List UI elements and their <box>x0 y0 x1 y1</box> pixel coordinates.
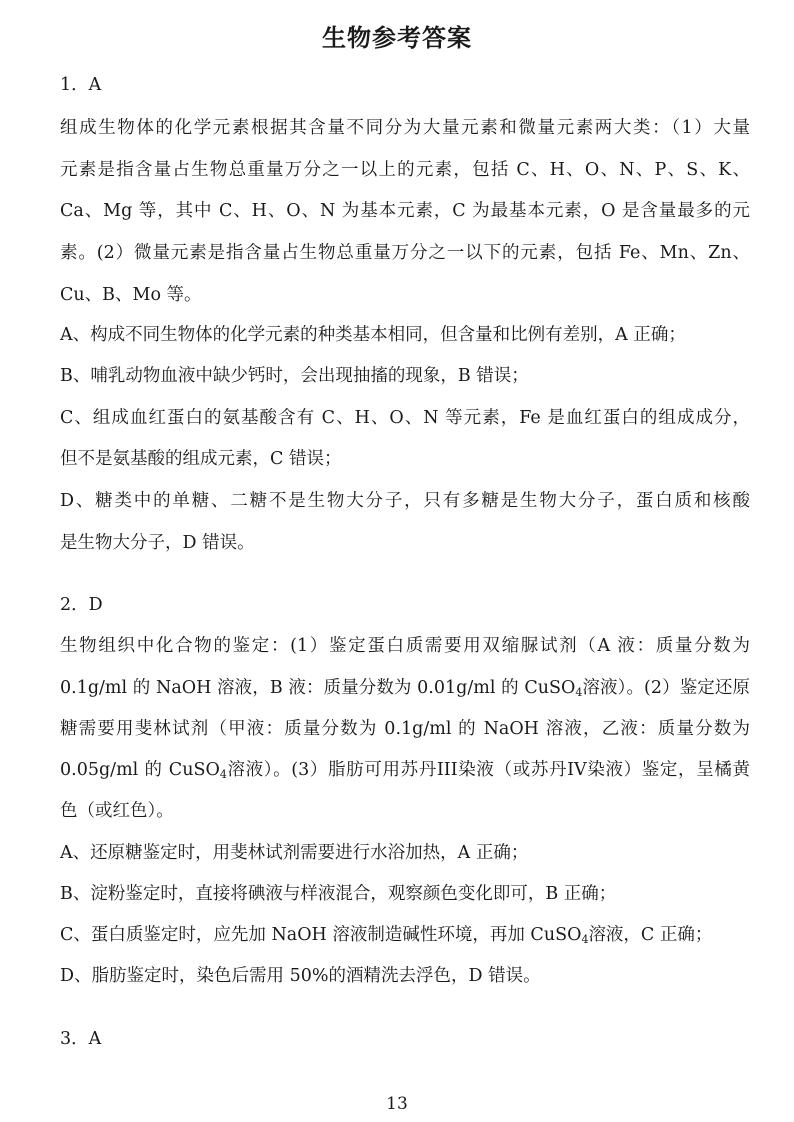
page-title: 生物参考答案 <box>322 24 472 52</box>
q2-option-d: D、脂肪鉴定时，染色后需用 50%的酒精洗去浮色，D 错误。 <box>60 966 541 986</box>
q2-explanation-line <box>60 675 750 706</box>
subscript: 4 <box>581 933 589 946</box>
q1-option-b: B、哺乳动物血液中缺少钙时，会出现抽搐的现象，B 错误； <box>60 366 529 386</box>
subscript: 4 <box>219 768 227 781</box>
q2-answer-head: 2．D <box>60 595 103 615</box>
q1-option-c: C、组成血红蛋白的氨基酸含有 C、H、O、N 等元素，Fe 是血红蛋白的组成成分， <box>60 408 750 428</box>
q1-explanation-line: 元素是指含量占生物总重量万分之一以上的元素，包括 C、H、O、N、P、S、K、 <box>60 160 750 180</box>
q1-option-c-cont: 但不是氨基酸的组成元素，C 错误； <box>60 449 342 469</box>
text-run: 0.1g/ml 的 NaOH 溶液，B 液：质量分数为 0.01g/ml 的 CuSO <box>60 678 576 698</box>
q2-explanation-line: 色（或红色）。 <box>60 801 174 821</box>
q1-explanation-line: 组成生物体的化学元素根据其含量不同分为大量元素和微量元素两大类：（1）大量 <box>60 118 750 138</box>
q3-answer-head: 3．A <box>60 1029 102 1049</box>
q1-explanation-line: Ca、Mg 等，其中 C、H、O、N 为基本元素，C 为最基本元素，O 是含量最多的元 <box>60 201 750 221</box>
q2-explanation-line <box>60 757 750 788</box>
text-run: 0.05g/ml 的 CuSO <box>60 760 220 780</box>
text-run: 溶液，C 正确； <box>588 925 713 945</box>
q2-explanation-line: 生物组织中化合物的鉴定：(1）鉴定蛋白质需要用双缩脲试剂（A 液：质量分数为 <box>60 636 750 656</box>
text-run: 溶液）。(3）脂肪可用苏丹III染液（或苏丹IV染液）鉴定，呈橘黄 <box>226 760 750 780</box>
page-number: 13 <box>386 1094 408 1114</box>
q1-option-d-cont: 是生物大分子，D 错误。 <box>60 533 255 553</box>
q2-option-b: B、淀粉鉴定时，直接将碘液与样液混合，观察颜色变化即可，B 正确； <box>60 884 617 904</box>
text-run: 溶液）。(2）鉴定还原 <box>582 678 750 698</box>
q1-answer-head: 1．A <box>60 75 102 95</box>
q2-option-c <box>60 922 750 953</box>
subscript: 4 <box>575 686 583 699</box>
q2-explanation-line: 糖需要用斐林试剂（甲液：质量分数为 0.1g/ml 的 NaOH 溶液，乙液：质量分数为 <box>60 719 750 739</box>
q1-option-a: A、构成不同生物体的化学元素的种类基本相同，但含量和比例有差别，A 正确； <box>60 325 686 345</box>
q1-option-d: D、糖类中的单糖、二糖不是生物大分子，只有多糖是生物大分子，蛋白质和核酸 <box>60 491 750 511</box>
q1-explanation-line: 素。(2）微量元素是指含量占生物总重量万分之一以下的元素，包括 Fe、Mn、Zn、 <box>60 243 750 263</box>
q1-explanation-line: Cu、B、Mo 等。 <box>60 285 202 305</box>
q2-option-a: A、还原糖鉴定时，用斐林试剂需要进行水浴加热，A 正确； <box>60 843 529 863</box>
text-run: C、蛋白质鉴定时，应先加 NaOH 溶液制造碱性环境，再加 CuSO <box>60 925 582 945</box>
